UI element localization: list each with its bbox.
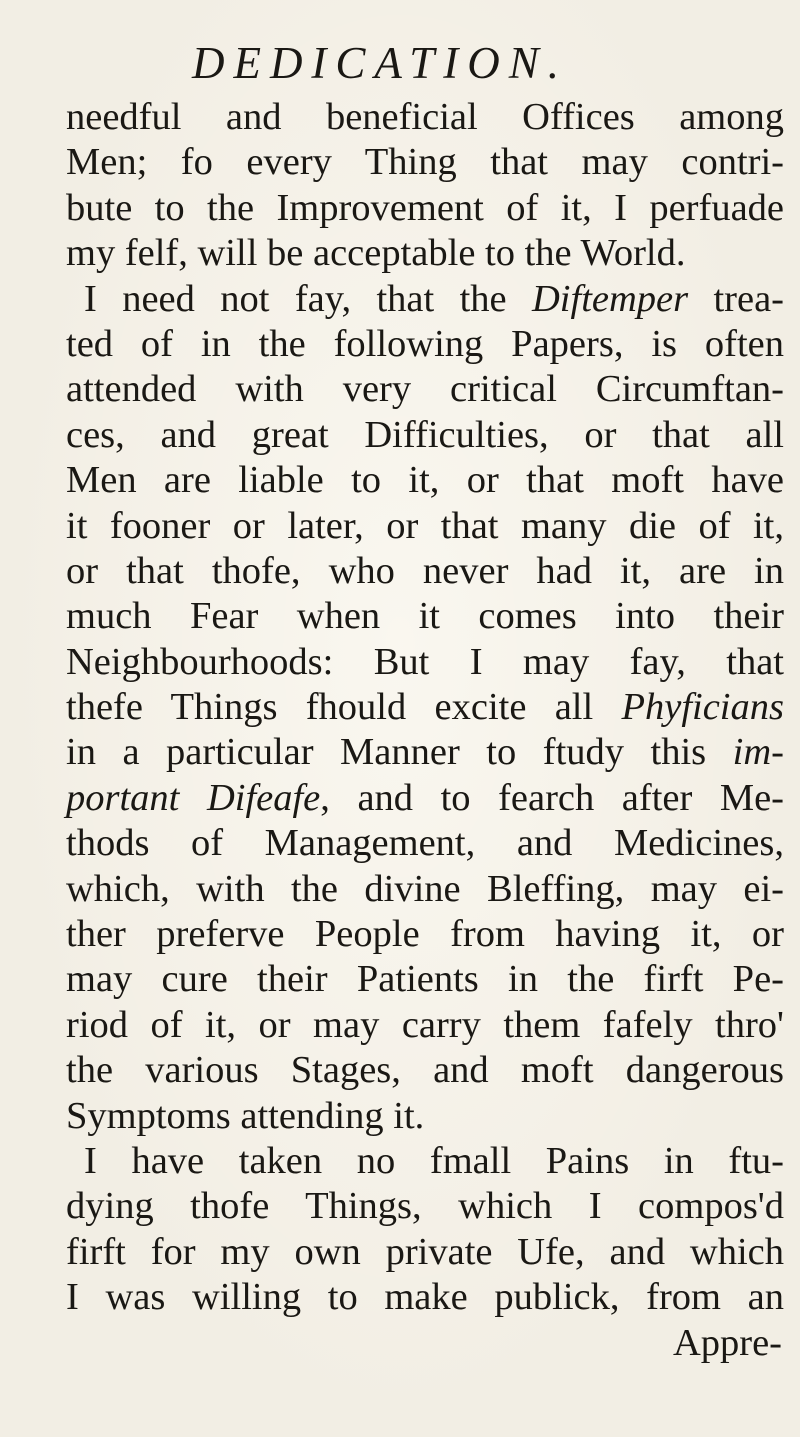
- text-line: needful and beneficial Offices among: [66, 96, 784, 138]
- text-line: may cure their Patients in the firft Pe-: [66, 958, 784, 1001]
- text-line: riod of it, or may carry them fafely thro': [66, 1003, 784, 1046]
- text-line: ces, and great Difficulties, or that all: [66, 413, 784, 456]
- text-line: portant Difeafe, and to fearch after Me-: [66, 776, 785, 819]
- text-line: in a particular Manner to ftudy this im-: [66, 731, 784, 774]
- page-body: [66, 95, 784, 1366]
- text-line: my felf, will be acceptable to the World.: [66, 232, 686, 275]
- text-line: which, with the divine Bleffing, may ei-: [66, 867, 784, 910]
- text-line: much Fear when it comes into their: [66, 595, 784, 638]
- text-line: attended with very critical Circumftan-: [66, 368, 784, 411]
- catchword: Appre-: [672, 1321, 782, 1364]
- text-line: thefe Things fhould excite all Phyficians: [66, 686, 784, 729]
- text-line: or that thofe, who never had it, are in: [66, 549, 784, 592]
- text-line: Symptoms attending it.: [66, 1094, 425, 1137]
- text-line: it fooner or later, or that many die of it,: [66, 504, 784, 547]
- text-line: I have taken no fmall Pains in ftu-: [84, 1139, 784, 1182]
- text-line: thods of Management, and Medicines,: [66, 822, 784, 865]
- text-line: Men; fo every Thing that may contri-: [66, 141, 784, 184]
- text-line: I need not fay, that the Diftemper trea-: [84, 277, 784, 320]
- running-head: DEDICATION.: [191, 38, 569, 88]
- text-line: ted of in the following Papers, is often: [66, 322, 784, 365]
- text-line: firft for my own private Ufe, and which: [66, 1230, 784, 1273]
- text-line: ther preferve People from having it, or: [66, 913, 784, 956]
- text-line: I was willing to make publick, from an: [66, 1276, 784, 1319]
- text-line: the various Stages, and moft dangerous: [66, 1049, 784, 1092]
- text-line: Men are liable to it, or that moft have: [66, 459, 784, 502]
- text-line: Neighbourhoods: But I may fay, that: [66, 640, 784, 683]
- text-line: bute to the Improvement of it, I perfuade: [66, 186, 784, 229]
- text-line: dying thofe Things, which I compos'd: [66, 1185, 784, 1228]
